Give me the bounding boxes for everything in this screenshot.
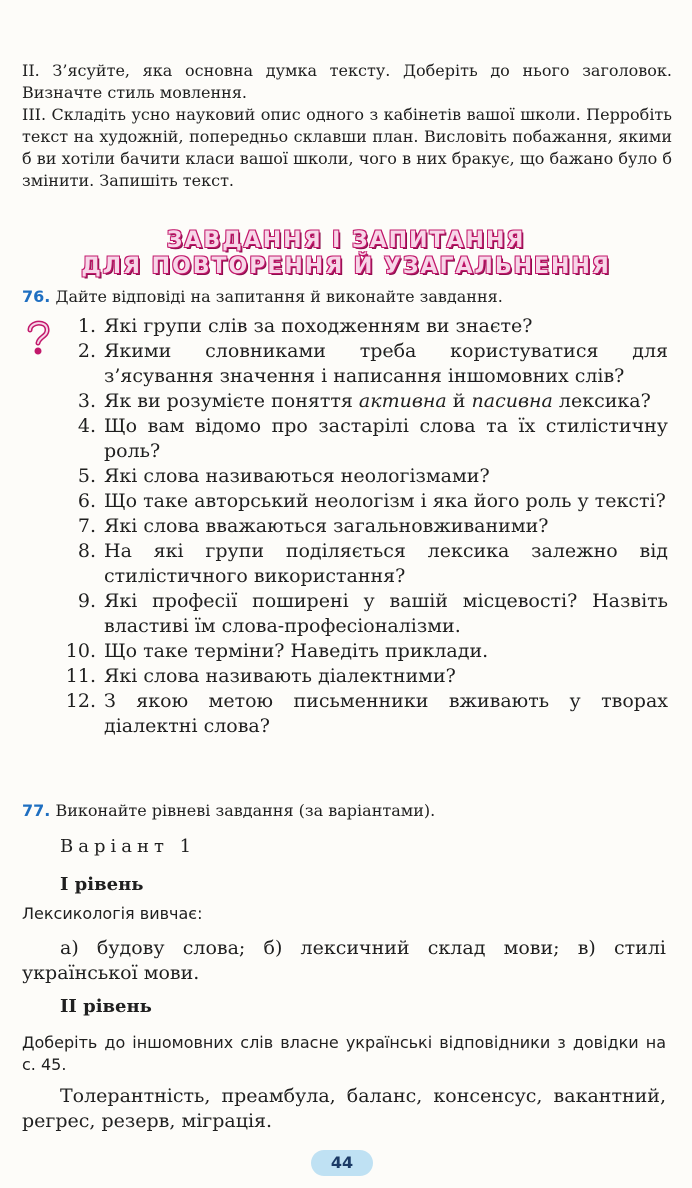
question-list	[60, 314, 668, 739]
question-text	[104, 489, 668, 514]
list-item	[60, 489, 668, 514]
question-text	[104, 389, 668, 414]
level-1-title: I рівень	[60, 874, 144, 895]
variant-label: Варіант 1	[60, 836, 197, 857]
intro-paragraph-3: III. Складіть усно науковий опис одного з кабінетів вашої школи. Перробіть текст на художній, попередньо склавши план. Висловіть побажання, якими б ви хотіли бачити класи вашої школи, чого в них бракує, що бажано було б змінити. Запишіть текст.	[22, 105, 672, 190]
question-text	[104, 589, 668, 639]
level-1-options: а) будову слова; б) лексичний склад мови; в) стилі української мови.	[22, 937, 666, 984]
question-text-part: Що таке авторський неологізм і яка його роль у тексті?	[104, 490, 666, 512]
list-item	[60, 414, 668, 464]
section-heading-line-1: ЗАВДАННЯ І ЗАПИТАННЯ	[166, 228, 526, 253]
question-text	[104, 314, 668, 339]
exercise-instruction: Дайте відповіді на запитання й виконайте завдання.	[55, 287, 503, 306]
question-mark-icon	[22, 318, 54, 356]
question-number: 3.	[77, 390, 96, 412]
list-item	[60, 339, 668, 389]
exercise-number: 77.	[22, 801, 51, 820]
question-text	[104, 539, 668, 589]
list-item	[60, 539, 668, 589]
question-text-part: Які слова називаються неологізмами?	[104, 465, 490, 487]
question-number: 7.	[77, 515, 96, 537]
list-item	[60, 589, 668, 639]
page-number: 44	[311, 1150, 373, 1176]
exercise-77	[22, 800, 435, 822]
exercise-instruction: Виконайте рівневі завдання (за варіантами).	[55, 801, 436, 820]
italic-term: пасивна	[471, 390, 553, 412]
level-2-title: II рівень	[60, 996, 152, 1017]
section-heading	[0, 228, 692, 280]
intro-paragraph-2: II. З’ясуйте, яка основна думка тексту. Доберіть до нього заголовок. Визначте стиль мовлення.	[22, 61, 672, 102]
question-number: 6.	[77, 490, 96, 512]
exercise-76	[22, 286, 503, 308]
question-text-part: Що вам відомо про застарілі слова та їх стилістичну роль?	[104, 415, 668, 462]
question-text-part: Які слова називають діалектними?	[104, 665, 456, 687]
question-text	[104, 639, 668, 664]
question-text	[104, 414, 668, 464]
list-item	[60, 514, 668, 539]
list-item	[60, 689, 668, 739]
question-text-part: Якими словниками треба користуватися для з’ясування значення і написання іншомовних слів?	[104, 340, 668, 387]
intro-text	[22, 60, 672, 192]
question-number: 10.	[65, 640, 96, 662]
question-number: 2.	[77, 340, 96, 362]
question-number: 8.	[77, 540, 96, 562]
question-number: 11.	[65, 665, 96, 687]
question-text-part: Які слова вважаються загальновживаними?	[104, 515, 549, 537]
question-number: 9.	[77, 590, 96, 612]
question-text-part: На які групи поділяється лексика залежно від стилістичного використання?	[104, 540, 668, 587]
section-heading-line-2: ДЛЯ ПОВТОРЕННЯ Й УЗАГАЛЬНЕННЯ	[81, 254, 611, 279]
question-number: 12.	[65, 690, 96, 712]
question-text-part: Що таке терміни? Наведіть приклади.	[104, 640, 489, 662]
question-text	[104, 664, 668, 689]
question-number: 4.	[77, 415, 96, 437]
list-item	[60, 464, 668, 489]
question-text-part: З якою метою письменники вживають у творах діалектні слова?	[104, 690, 668, 737]
question-text	[104, 689, 668, 739]
question-text	[104, 464, 668, 489]
question-text-part: й	[446, 390, 472, 412]
exercise-number: 76.	[22, 287, 51, 306]
list-item	[60, 389, 668, 414]
level-1-stem: Лексикологія вивчає:	[22, 904, 203, 923]
italic-term: активна	[358, 390, 447, 412]
question-number: 1.	[77, 315, 96, 337]
list-item	[60, 664, 668, 689]
level-2-words: Толерантність, преамбула, баланс, консенсус, вакантний, регрес, резерв, міграція.	[22, 1085, 666, 1132]
list-item	[60, 639, 668, 664]
question-text-part: Які професії поширені у вашій місцевості? Назвіть властиві їм слова-професіоналізми.	[104, 590, 668, 637]
question-text-part: Які групи слів за походженням ви знаєте?	[104, 315, 533, 337]
question-text	[104, 514, 668, 539]
question-text	[104, 339, 668, 389]
question-text-part: лексика?	[552, 390, 651, 412]
question-text-part: Як ви розумієте поняття	[104, 390, 359, 412]
level-2-task: Доберіть до іншомовних слів власне українські відповідники з довідки на с. 45.	[22, 1033, 666, 1074]
list-item	[60, 314, 668, 339]
question-number: 5.	[77, 465, 96, 487]
